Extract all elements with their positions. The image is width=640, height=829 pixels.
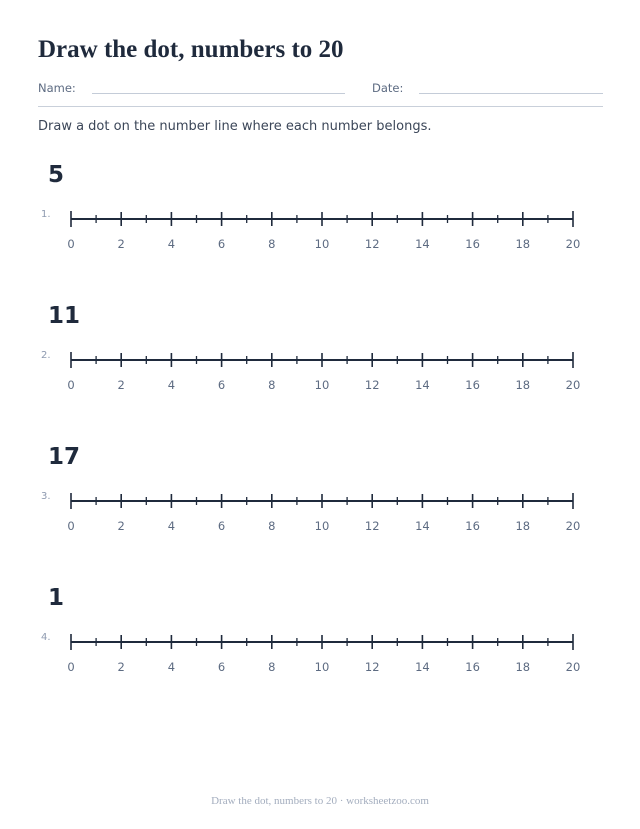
tick-label: 0: [67, 660, 75, 674]
tick-label: 10: [314, 378, 330, 392]
tick-label: 2: [117, 378, 125, 392]
header-divider: [38, 106, 603, 107]
tick-label: 8: [268, 519, 276, 533]
tick-label: 12: [364, 378, 380, 392]
tick-label: 16: [465, 660, 480, 674]
tick-label: 6: [217, 519, 226, 533]
tick-label: 12: [364, 237, 380, 251]
tick-label: 10: [314, 519, 330, 533]
tick-label: 20: [565, 519, 581, 533]
name-label: Name:: [38, 81, 76, 95]
tick-label: 18: [515, 378, 531, 392]
tick-label: 0: [67, 378, 75, 392]
number-line[interactable]: [0, 195, 640, 255]
target-number: 17: [48, 444, 81, 470]
tick-label: 6: [217, 237, 226, 251]
tick-label: 10: [314, 660, 330, 674]
tick-label: 6: [217, 660, 226, 674]
tick-label: 4: [167, 519, 176, 533]
problem-3: [0, 443, 640, 563]
tick-label: 16: [465, 519, 480, 533]
number-line[interactable]: [0, 336, 640, 396]
problem-number: 4.: [41, 632, 51, 643]
tick-label: 14: [415, 519, 430, 533]
tick-label: 18: [515, 660, 531, 674]
number-line[interactable]: [0, 618, 640, 678]
problem-4: [0, 584, 640, 704]
tick-label: 14: [415, 660, 430, 674]
tick-label: 20: [565, 237, 581, 251]
target-number: 1: [48, 585, 65, 611]
tick-label: 0: [67, 237, 75, 251]
tick-label: 16: [465, 237, 480, 251]
number-line[interactable]: [0, 477, 640, 537]
tick-label: 12: [364, 660, 380, 674]
tick-label: 8: [268, 660, 276, 674]
tick-label: 20: [565, 378, 581, 392]
tick-label: 2: [117, 660, 125, 674]
tick-label: 8: [268, 237, 276, 251]
tick-label: 4: [167, 237, 176, 251]
tick-label: 18: [515, 237, 531, 251]
tick-label: 4: [167, 660, 176, 674]
tick-label: 12: [364, 519, 380, 533]
tick-label: 20: [565, 660, 581, 674]
date-label: Date:: [372, 81, 404, 95]
tick-label: 2: [117, 237, 125, 251]
footer: Draw the dot, numbers to 20 · worksheetzoo.com: [211, 795, 429, 807]
name-field[interactable]: [92, 93, 345, 94]
tick-label: 0: [67, 519, 75, 533]
target-number: 5: [48, 162, 65, 188]
tick-label: 6: [217, 378, 226, 392]
problem-1: [0, 161, 640, 281]
problem-number: 3.: [41, 491, 51, 502]
tick-label: 10: [314, 237, 330, 251]
tick-label: 18: [515, 519, 531, 533]
tick-label: 16: [465, 378, 480, 392]
tick-label: 2: [117, 519, 125, 533]
problem-number: 2.: [41, 350, 51, 361]
tick-label: 4: [167, 378, 176, 392]
target-number: 11: [48, 303, 81, 329]
problem-number: 1.: [41, 209, 51, 220]
tick-label: 14: [415, 378, 430, 392]
date-field[interactable]: [419, 93, 603, 94]
tick-label: 14: [415, 237, 430, 251]
instructions: Draw a dot on the number line where each number belongs.: [38, 119, 432, 134]
problem-2: [0, 302, 640, 422]
worksheet-title: Draw the dot, numbers to 20: [38, 36, 344, 63]
tick-label: 8: [268, 378, 276, 392]
